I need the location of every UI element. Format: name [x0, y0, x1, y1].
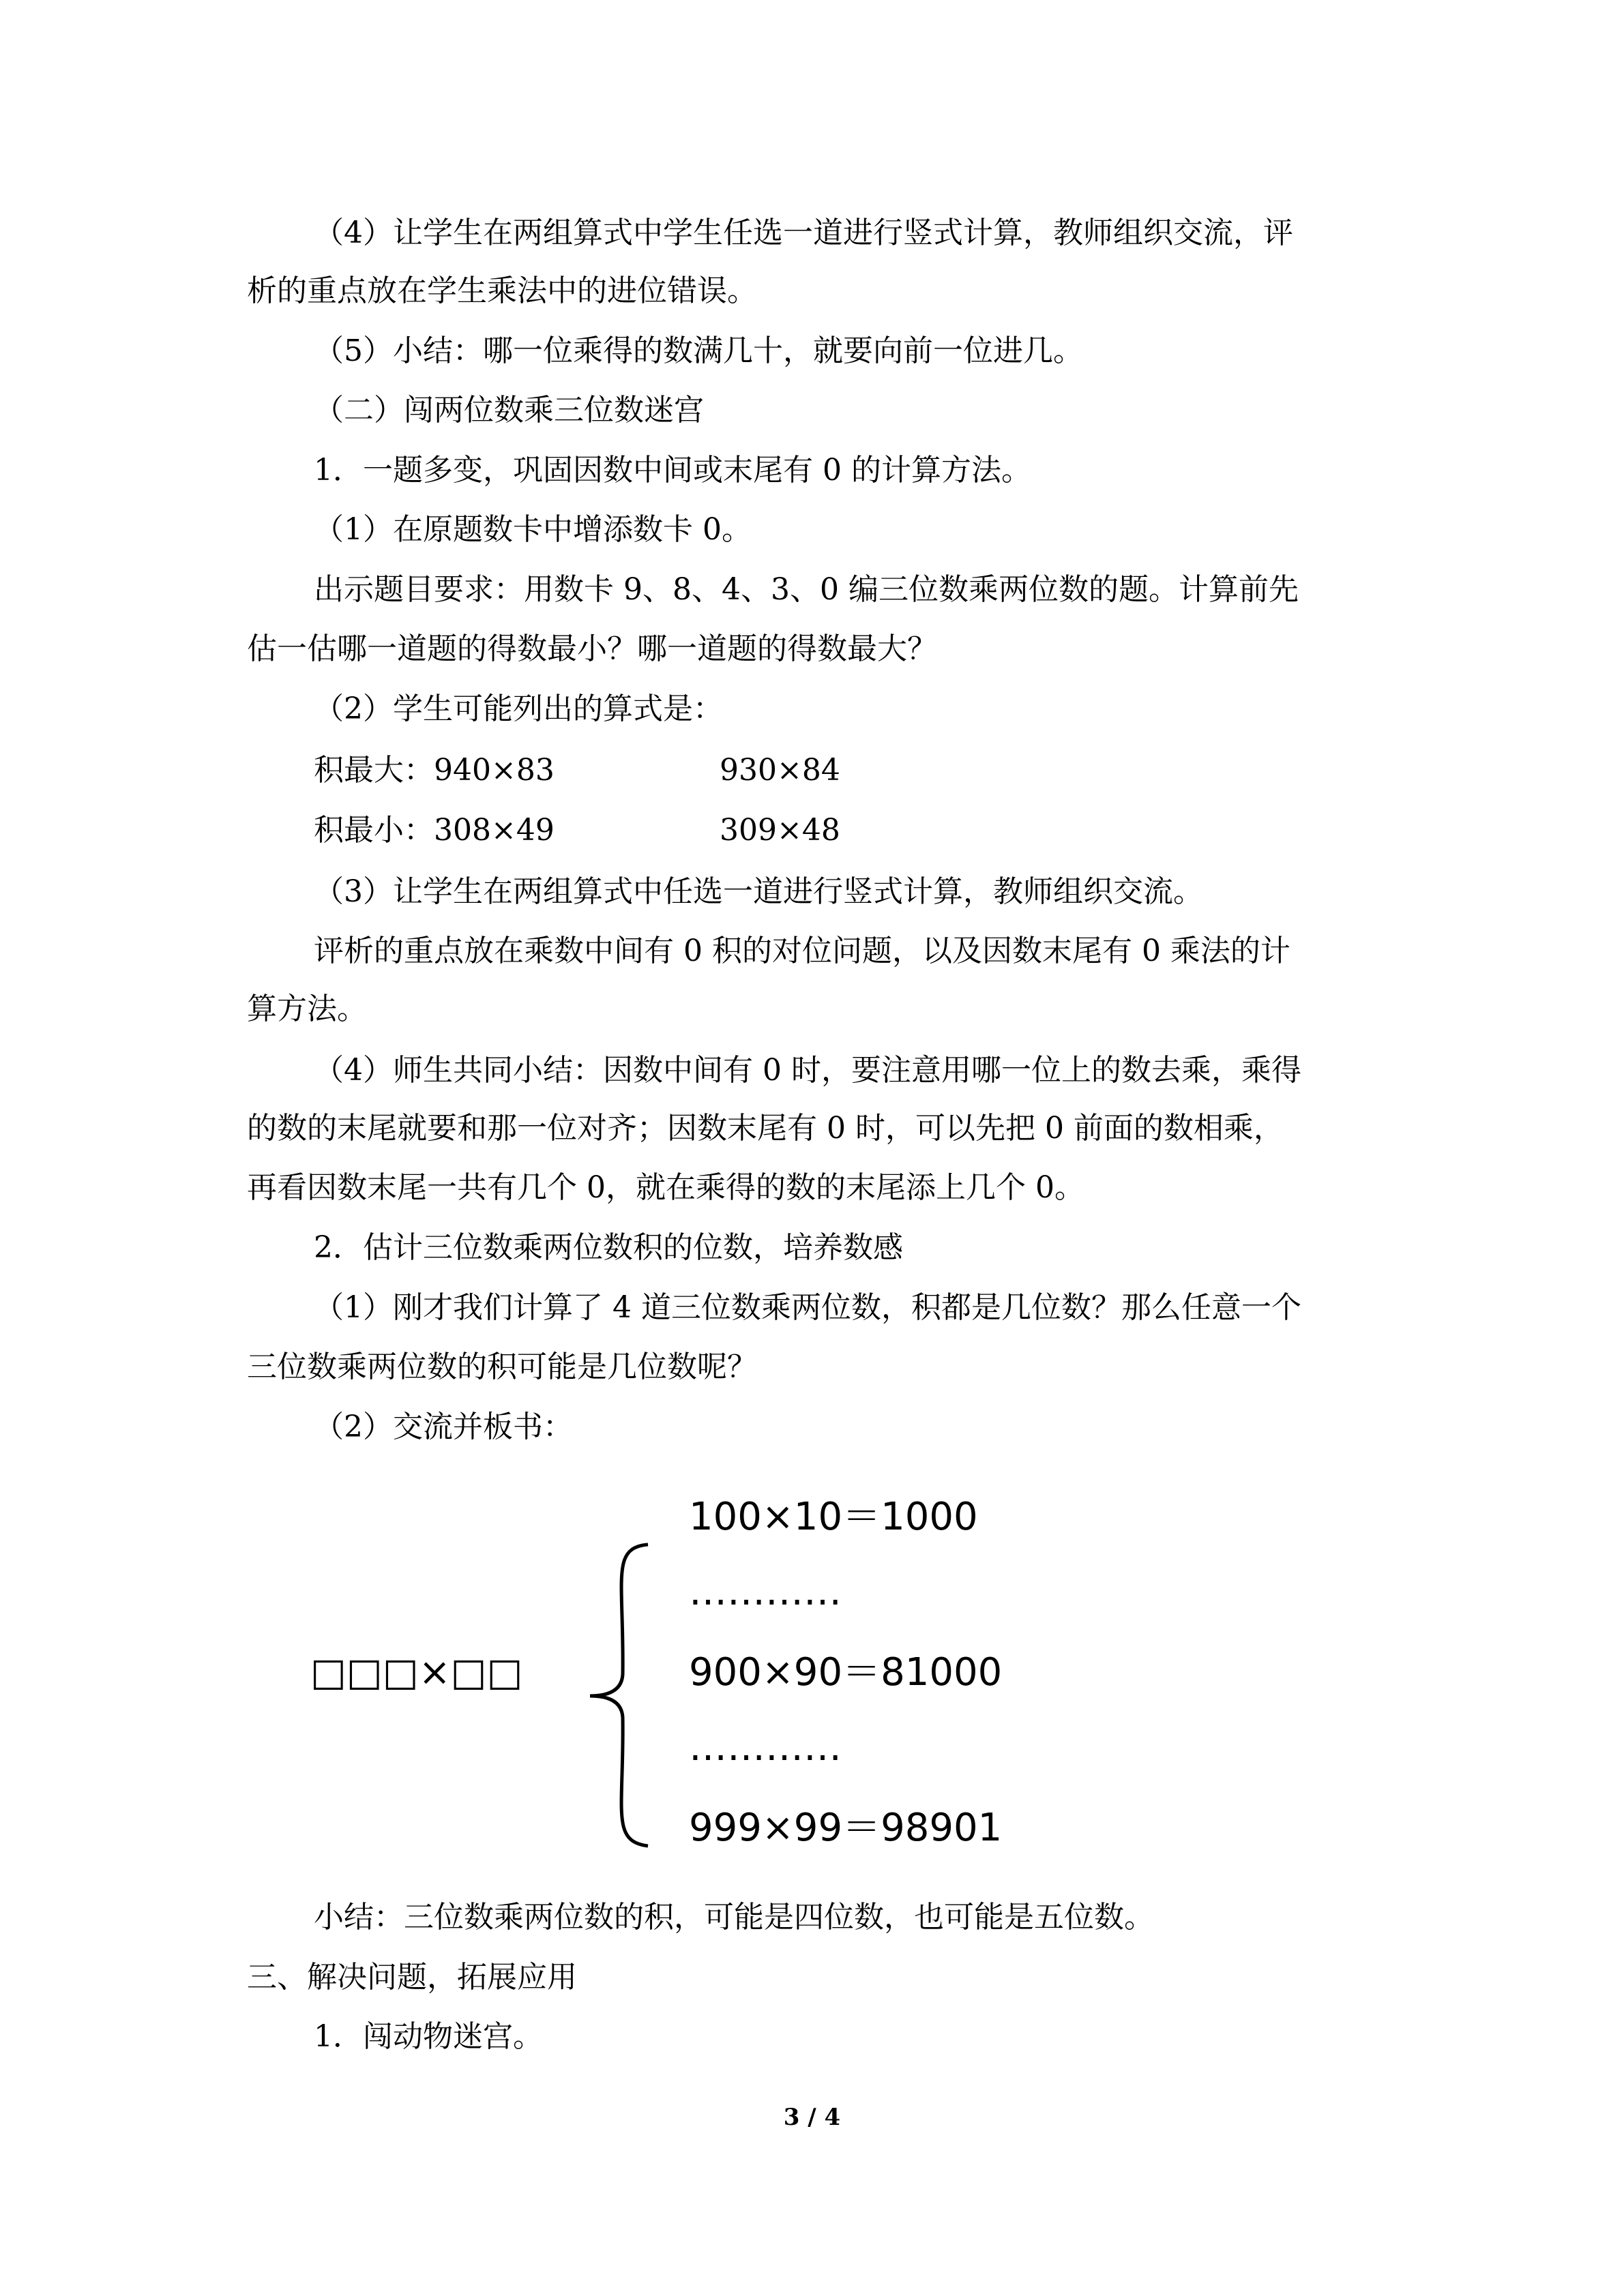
paragraph-line: 1．闯动物迷宫。	[314, 2019, 543, 2054]
paragraph-line: （4）让学生在两组算式中学生任选一道进行竖式计算，教师组织交流，评	[314, 215, 1293, 250]
paragraph-line: 估一估哪一道题的得数最小？哪一道题的得数最大？	[247, 631, 937, 666]
paragraph-line: 2．估计三位数乘两位数积的位数，培养数感	[314, 1230, 903, 1265]
paragraph-line: 评析的重点放在乘数中间有 0 积的对位问题，以及因数末尾有 0 乘法的计	[314, 934, 1290, 968]
max-product-alt: 930×84	[720, 753, 840, 788]
paragraph-line: 三位数乘两位数的积可能是几位数呢？	[247, 1350, 757, 1384]
paragraph-line: （1）在原题数卡中增添数卡 0。	[314, 512, 752, 547]
board-item: 999×99＝98901	[689, 1806, 1003, 1850]
page-number: 3 / 4	[783, 2104, 841, 2131]
section-heading: （二）闯两位数乘三位数迷宫	[314, 393, 704, 428]
max-product-label: 积最大：940×83	[314, 753, 555, 788]
min-product-label: 积最小：308×49	[314, 813, 555, 848]
min-product-alt: 309×48	[720, 813, 840, 848]
paragraph-line: 1．一题多变，巩固因数中间或末尾有 0 的计算方法。	[314, 453, 1031, 488]
paragraph-line: （2）交流并板书：	[314, 1410, 573, 1444]
paragraph-line: 出示题目要求：用数卡 9、8、4、3、0 编三位数乘两位数的题。计算前先	[314, 572, 1299, 607]
board-ellipsis: …………	[689, 1725, 842, 1770]
paragraph-line: 析的重点放在学生乘法中的进位错误。	[247, 273, 757, 308]
paragraph-line: （5）小结：哪一位乘得的数满几十，就要向前一位进几。	[314, 333, 1083, 368]
paragraph-line: （2）学生可能列出的算式是：	[314, 691, 723, 726]
paragraph-line: 算方法。	[247, 992, 367, 1026]
curly-brace-icon	[583, 1538, 658, 1851]
section-heading: 三、解决问题，拓展应用	[247, 1960, 577, 1995]
paragraph-line: （1）刚才我们计算了 4 道三位数乘两位数，积都是几位数？那么任意一个	[314, 1290, 1301, 1325]
paragraph-line: （4）师生共同小结：因数中间有 0 时，要注意用哪一位上的数去乘，乘得	[314, 1053, 1301, 1088]
summary-line: 小结：三位数乘两位数的积，可能是四位数，也可能是五位数。	[314, 1900, 1154, 1935]
paragraph-line: （3）让学生在两组算式中任选一道进行竖式计算，教师组织交流。	[314, 874, 1203, 909]
board-item: 900×90＝81000	[689, 1650, 1003, 1695]
paragraph-line: 的数的末尾就要和那一位对齐；因数末尾有 0 时，可以先把 0 前面的数相乘，	[247, 1111, 1284, 1146]
board-ellipsis: …………	[689, 1570, 842, 1614]
board-left-expression: □□□×□□	[310, 1650, 523, 1695]
board-item: 100×10＝1000	[689, 1495, 978, 1539]
paragraph-line: 再看因数末尾一共有几个 0，就在乘得的数的末尾添上几个 0。	[247, 1170, 1084, 1205]
